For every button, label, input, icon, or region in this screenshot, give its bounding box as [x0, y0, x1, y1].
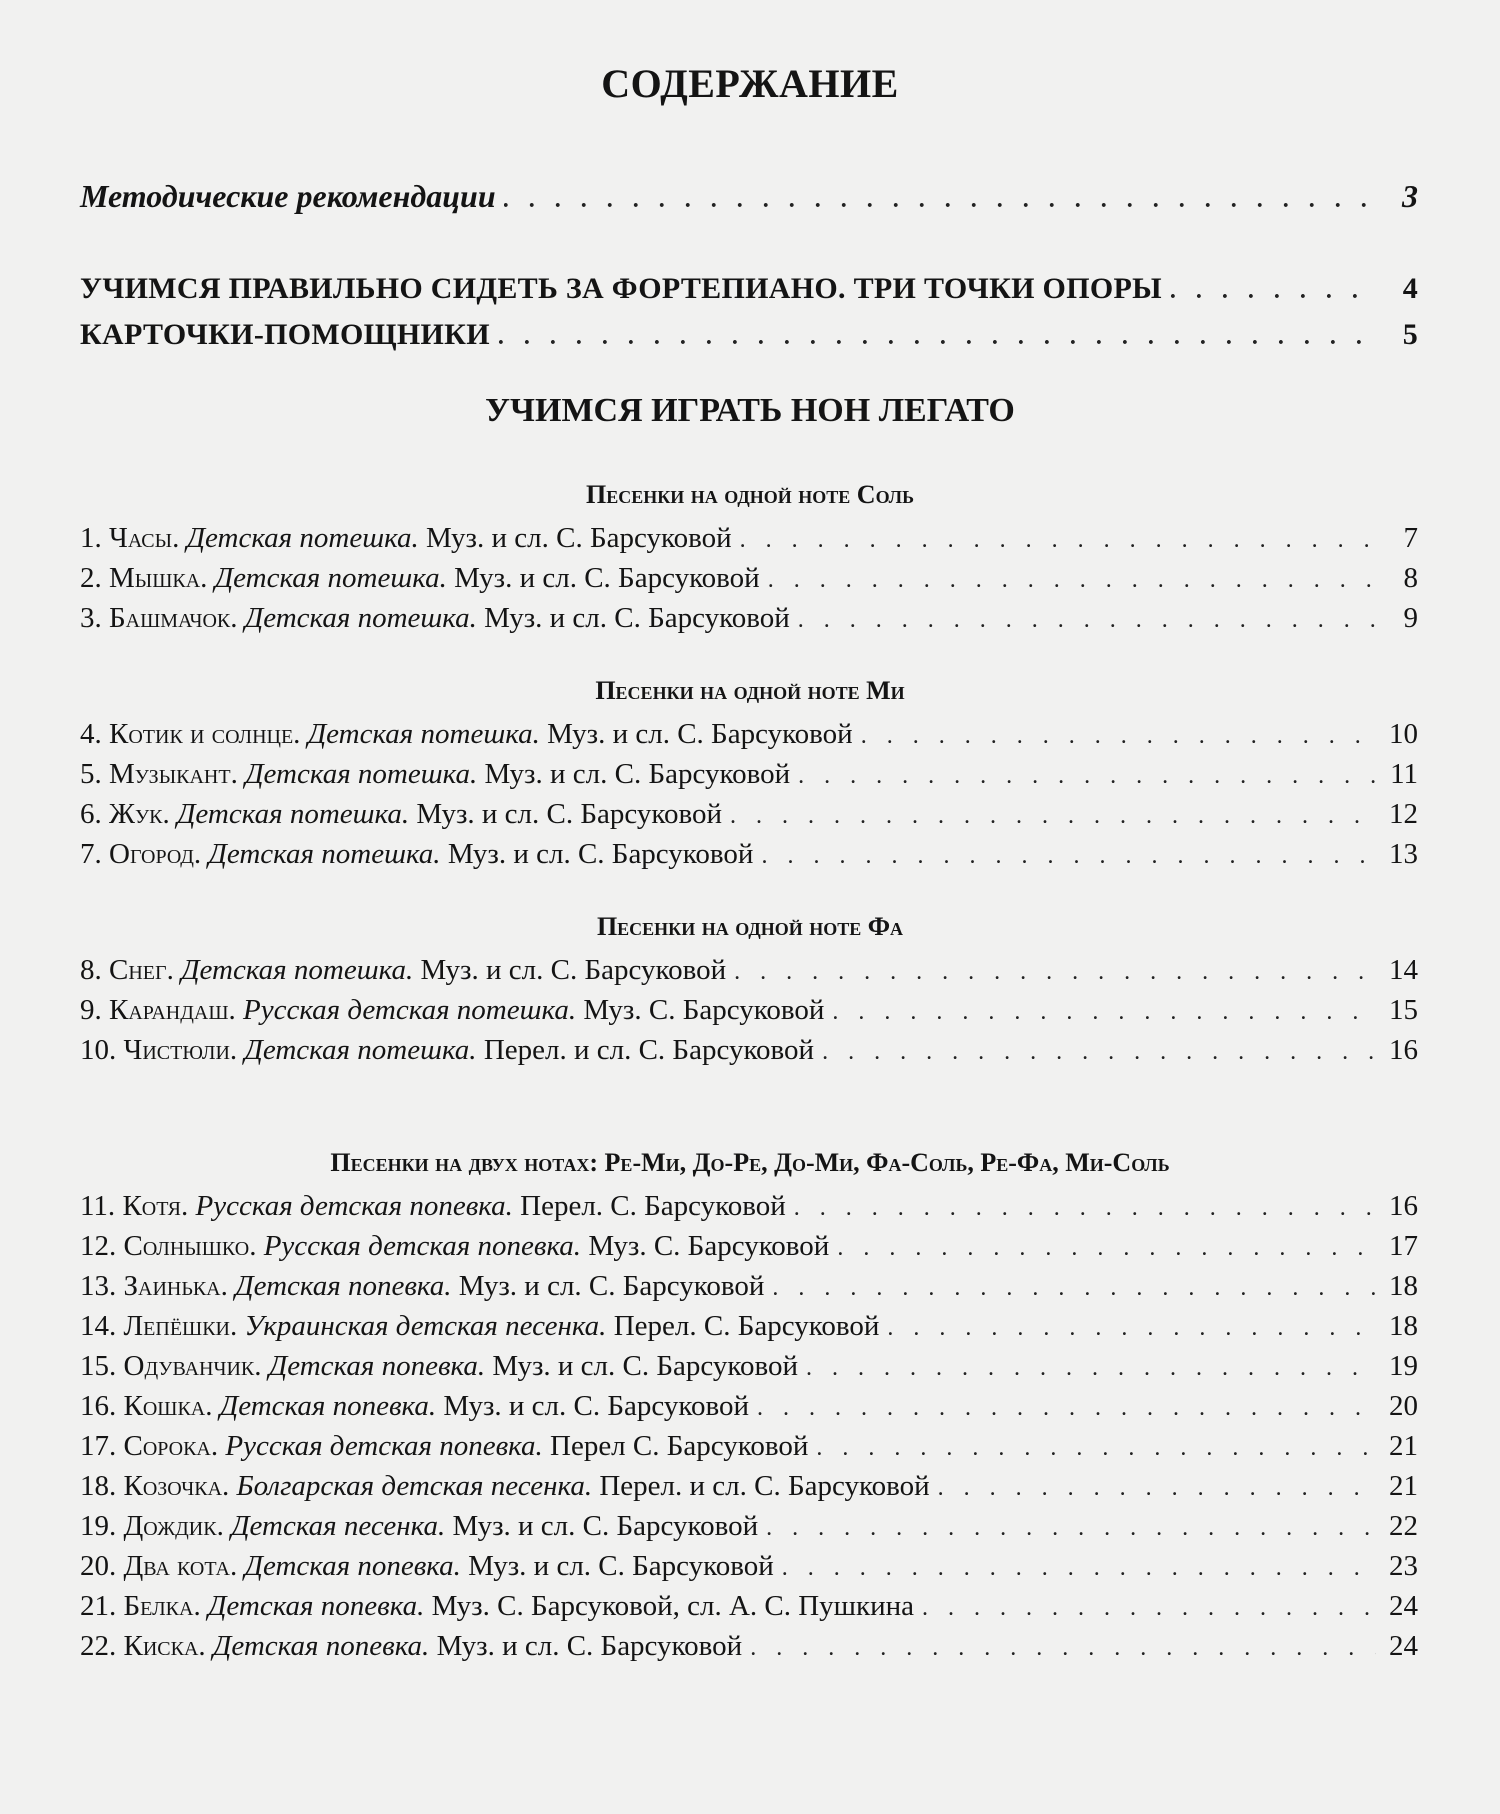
entry-credit: Перел. и сл. С. Барсуковой [599, 1470, 930, 1502]
leader-dots [772, 1275, 1376, 1302]
entry-genre: Детская потешка. [244, 602, 485, 634]
leader-dots [887, 1315, 1376, 1342]
entry-label [80, 562, 760, 595]
toc-entry-intro [80, 272, 1418, 306]
entry-credit: Муз. и сл. С. Барсуковой [492, 1350, 799, 1382]
page-title: СОДЕРЖАНИЕ [601, 61, 899, 106]
leader-dots [504, 187, 1376, 214]
group-heading: Песенки на одной ноте Соль [586, 480, 914, 509]
toc-entry [80, 1470, 1418, 1503]
entry-label: УЧИМСЯ ПРАВИЛЬНО СИДЕТЬ ЗА ФОРТЕПИАНО. ТРИ ТОЧКИ ОПОРЫ [80, 272, 1162, 305]
entry-credit: Перел. С. Барсуковой [520, 1190, 786, 1222]
entry-label [80, 1630, 742, 1663]
entry-genre: Детская попевка. [212, 1630, 437, 1662]
toc-entry [80, 758, 1418, 791]
entry-title: Одуванчик. [123, 1350, 269, 1382]
leader-dots [761, 843, 1376, 870]
entry-credit: Муз. и сл. С. Барсуковой [454, 562, 760, 594]
entry-title: Кошка. [123, 1390, 220, 1422]
entry-label [80, 1034, 814, 1067]
entry-label [80, 1310, 879, 1343]
entry-credit: Перел. и сл. С. Барсуковой [483, 1034, 815, 1066]
entry-page: 9 [1403, 602, 1418, 634]
entry-label [80, 1550, 774, 1583]
leader-dots [730, 803, 1376, 830]
toc-entry [80, 1550, 1418, 1583]
entry-title: Жук. [109, 798, 177, 830]
entry-credit: Муз. и сл. С. Барсуковой [484, 602, 790, 634]
entry-label [80, 1470, 930, 1503]
entry-genre: Детская попевка. [207, 1590, 432, 1622]
entry-label [80, 758, 790, 791]
entry-label [80, 1230, 829, 1263]
entry-title: Музыкант. [109, 758, 246, 790]
entry-number: 15. [80, 1350, 124, 1382]
entry-label [80, 1270, 764, 1303]
entry-genre: Детская потешка. [208, 838, 448, 870]
entry-credit: Муз. и сл. С. Барсуковой [425, 522, 732, 554]
entry-credit: Перел С. Барсуковой [550, 1430, 809, 1462]
entry-number: 16. [80, 1390, 124, 1422]
entry-label [80, 718, 853, 751]
entry-page: 15 [1389, 994, 1418, 1026]
entry-page: 18 [1389, 1310, 1418, 1342]
leader-dots [837, 1235, 1376, 1262]
leader-dots [938, 1475, 1376, 1502]
entry-number: 21. [80, 1590, 124, 1622]
toc-entry [80, 602, 1418, 635]
leader-dots [861, 723, 1376, 750]
entry-genre: Болгарская детская песенка. [236, 1470, 600, 1502]
entry-page: 14 [1389, 954, 1418, 986]
entry-title: Белка. [123, 1590, 208, 1622]
entry-number: 10. [80, 1034, 124, 1066]
leader-dots [798, 763, 1376, 790]
entry-title: Карандаш. [109, 994, 243, 1026]
entry-credit: Перел. С. Барсуковой [613, 1310, 880, 1342]
leader-dots [798, 607, 1376, 634]
entry-genre: Детская потешка. [307, 718, 548, 750]
entry-genre: Детская потешка. [245, 758, 485, 790]
toc-entry [80, 1510, 1418, 1543]
entry-label [80, 1590, 914, 1623]
entry-credit: Муз. и сл. С. Барсуковой [458, 1270, 765, 1302]
entry-credit: Муз. С. Барсуковой, сл. А. С. Пушкина [431, 1590, 915, 1622]
entry-title: Лепёшки. [123, 1310, 245, 1342]
entry-page: 11 [1390, 758, 1418, 790]
entry-page: 18 [1389, 1270, 1418, 1302]
leader-dots [782, 1555, 1376, 1582]
entry-number: 8. [80, 954, 109, 986]
entry-page: 5 [1402, 318, 1418, 351]
entry-number: 9. [80, 994, 109, 1026]
entry-genre: Детская попевка. [244, 1550, 469, 1582]
entry-genre: Русская детская попевка. [195, 1190, 521, 1222]
entry-number: 6. [80, 798, 109, 830]
leader-dots [757, 1395, 1376, 1422]
leader-dots [816, 1435, 1376, 1462]
entry-page: 16 [1389, 1190, 1418, 1222]
entry-genre: Детская потешка. [181, 954, 421, 986]
leader-dots [822, 1039, 1376, 1066]
entry-page: 23 [1389, 1550, 1418, 1582]
entry-label [80, 1190, 786, 1223]
entry-title: Снег. [109, 954, 182, 986]
entry-title: Два кота. [123, 1550, 245, 1582]
entry-label [80, 994, 824, 1027]
entry-label [80, 838, 753, 871]
entry-title: Башмачок. [109, 602, 245, 634]
entry-title: Чистюли. [123, 1034, 245, 1066]
toc-entry [80, 1630, 1418, 1663]
entry-genre: Детская попевка. [268, 1350, 493, 1382]
entry-label [80, 1510, 758, 1543]
toc-entry [80, 1190, 1418, 1223]
toc-entry [80, 718, 1418, 751]
entry-credit: Муз. и сл. С. Барсуковой [447, 838, 754, 870]
entry-number: 12. [80, 1230, 124, 1262]
toc-entry [80, 562, 1418, 595]
entry-credit: Муз. С. Барсуковой [583, 994, 825, 1026]
entry-page: 20 [1389, 1390, 1418, 1422]
entry-genre: Детская потешка. [244, 1034, 484, 1066]
entry-credit: Муз. и сл. С. Барсуковой [420, 954, 727, 986]
entry-page: 8 [1403, 562, 1418, 594]
toc-entry [80, 1590, 1418, 1623]
entry-number: 22. [80, 1630, 124, 1662]
entry-credit: Муз. и сл. С. Барсуковой [468, 1550, 774, 1582]
toc-entry [80, 1270, 1418, 1303]
toc-entry [80, 838, 1418, 871]
entry-page: 4 [1402, 272, 1418, 305]
entry-page: 22 [1389, 1510, 1418, 1542]
leader-dots [740, 527, 1376, 554]
entry-label: КАРТОЧКИ-ПОМОЩНИКИ [80, 318, 490, 351]
entry-label [80, 1390, 749, 1423]
entry-title: Сорока. [123, 1430, 226, 1462]
entry-number: 5. [80, 758, 109, 790]
entry-credit: Муз. С. Барсуковой [588, 1230, 830, 1262]
entry-title: Котик и солнце. [109, 718, 308, 750]
entry-title: Котя. [122, 1190, 196, 1222]
toc-entry [80, 954, 1418, 987]
toc-entry [80, 994, 1418, 1027]
entry-label [80, 1350, 798, 1383]
entry-credit: Муз. и сл. С. Барсуковой [484, 758, 791, 790]
entry-genre: Детская потешка. [186, 522, 426, 554]
group-heading: Песенки на одной ноте Ми [595, 676, 905, 705]
leader-dots [768, 567, 1376, 594]
toc-entry [80, 1350, 1418, 1383]
entry-credit: Муз. и сл. С. Барсуковой [436, 1630, 743, 1662]
entry-page: 12 [1389, 798, 1418, 830]
entry-number: 17. [80, 1430, 124, 1462]
entry-number: 11. [80, 1190, 123, 1222]
entry-number: 19. [80, 1510, 124, 1542]
entry-credit: Муз. и сл. С. Барсуковой [416, 798, 722, 830]
leader-dots [922, 1595, 1376, 1622]
toc-entry [80, 1034, 1418, 1067]
entry-title: Солнышко. [123, 1230, 264, 1262]
leader-dots [498, 324, 1376, 351]
entry-title: Мышка. [109, 562, 215, 594]
toc-entry [80, 1430, 1418, 1463]
entry-label [80, 954, 726, 987]
entry-title: Киска. [123, 1630, 213, 1662]
entry-genre: Детская попевка. [219, 1390, 444, 1422]
entry-number: 3. [80, 602, 109, 634]
entry-page: 16 [1389, 1034, 1418, 1066]
entry-page: 19 [1389, 1350, 1418, 1382]
entry-credit: Муз. и сл. С. Барсуковой [547, 718, 853, 750]
entry-page: 13 [1389, 838, 1418, 870]
entry-number: 20. [80, 1550, 124, 1582]
entry-page: 3 [1402, 178, 1418, 214]
entry-title: Огород. [109, 838, 209, 870]
group-heading: Песенки на двух нотах: Ре-Ми, До-Ре, До-Ми, Фа-Соль, Ре-Фа, Ми-Соль [330, 1148, 1170, 1177]
entry-label [80, 602, 790, 635]
group-heading: Песенки на одной ноте Фа [596, 912, 904, 941]
entry-label [80, 522, 732, 555]
entry-credit: Муз. и сл. С. Барсуковой [452, 1510, 759, 1542]
entry-page: 10 [1389, 718, 1418, 750]
entry-genre: Детская потешка. [176, 798, 417, 830]
entry-genre: Русская детская попевка. [225, 1430, 550, 1462]
entry-genre: Детская песенка. [231, 1510, 453, 1542]
entry-title: Заинька. [123, 1270, 236, 1302]
entry-genre: Русская детская потешка. [243, 994, 584, 1026]
entry-page: 7 [1403, 522, 1418, 554]
entry-title: Часы. [109, 522, 187, 554]
toc-entry [80, 798, 1418, 831]
section-heading: УЧИМСЯ ИГРАТЬ НОН ЛЕГАТО [485, 392, 1015, 429]
leader-dots [750, 1635, 1376, 1662]
leader-dots [766, 1515, 1376, 1542]
entry-page: 24 [1389, 1590, 1418, 1622]
entry-number: 2. [80, 562, 109, 594]
toc-entry-intro [80, 318, 1418, 352]
leader-dots [1170, 278, 1376, 305]
toc-entry [80, 1230, 1418, 1263]
leader-dots [806, 1355, 1376, 1382]
toc-entry [80, 522, 1418, 555]
entry-page: 17 [1389, 1230, 1418, 1262]
entry-label [80, 1430, 808, 1463]
entry-genre: Украинская детская песенка. [244, 1310, 614, 1342]
entry-genre: Детская потешка. [214, 562, 455, 594]
entry-title: Дождик. [123, 1510, 232, 1542]
entry-number: 7. [80, 838, 109, 870]
entry-credit: Муз. и сл. С. Барсуковой [443, 1390, 750, 1422]
entry-number: 14. [80, 1310, 124, 1342]
entry-title: Козочка. [123, 1470, 237, 1502]
entry-page: 21 [1389, 1470, 1418, 1502]
entry-label: Методические рекомендации [80, 178, 496, 214]
leader-dots [832, 999, 1376, 1026]
entry-genre: Детская попевка. [235, 1270, 459, 1302]
toc-entry [80, 1310, 1418, 1343]
leader-dots [734, 959, 1376, 986]
entry-genre: Русская детская попевка. [263, 1230, 589, 1262]
entry-page: 21 [1389, 1430, 1418, 1462]
entry-number: 18. [80, 1470, 124, 1502]
entry-number: 1. [80, 522, 109, 554]
entry-number: 4. [80, 718, 109, 750]
toc-entry-method [80, 178, 1418, 215]
entry-number: 13. [80, 1270, 124, 1302]
entry-page: 24 [1389, 1630, 1418, 1662]
entry-label [80, 798, 722, 831]
toc-entry [80, 1390, 1418, 1423]
leader-dots [794, 1195, 1376, 1222]
